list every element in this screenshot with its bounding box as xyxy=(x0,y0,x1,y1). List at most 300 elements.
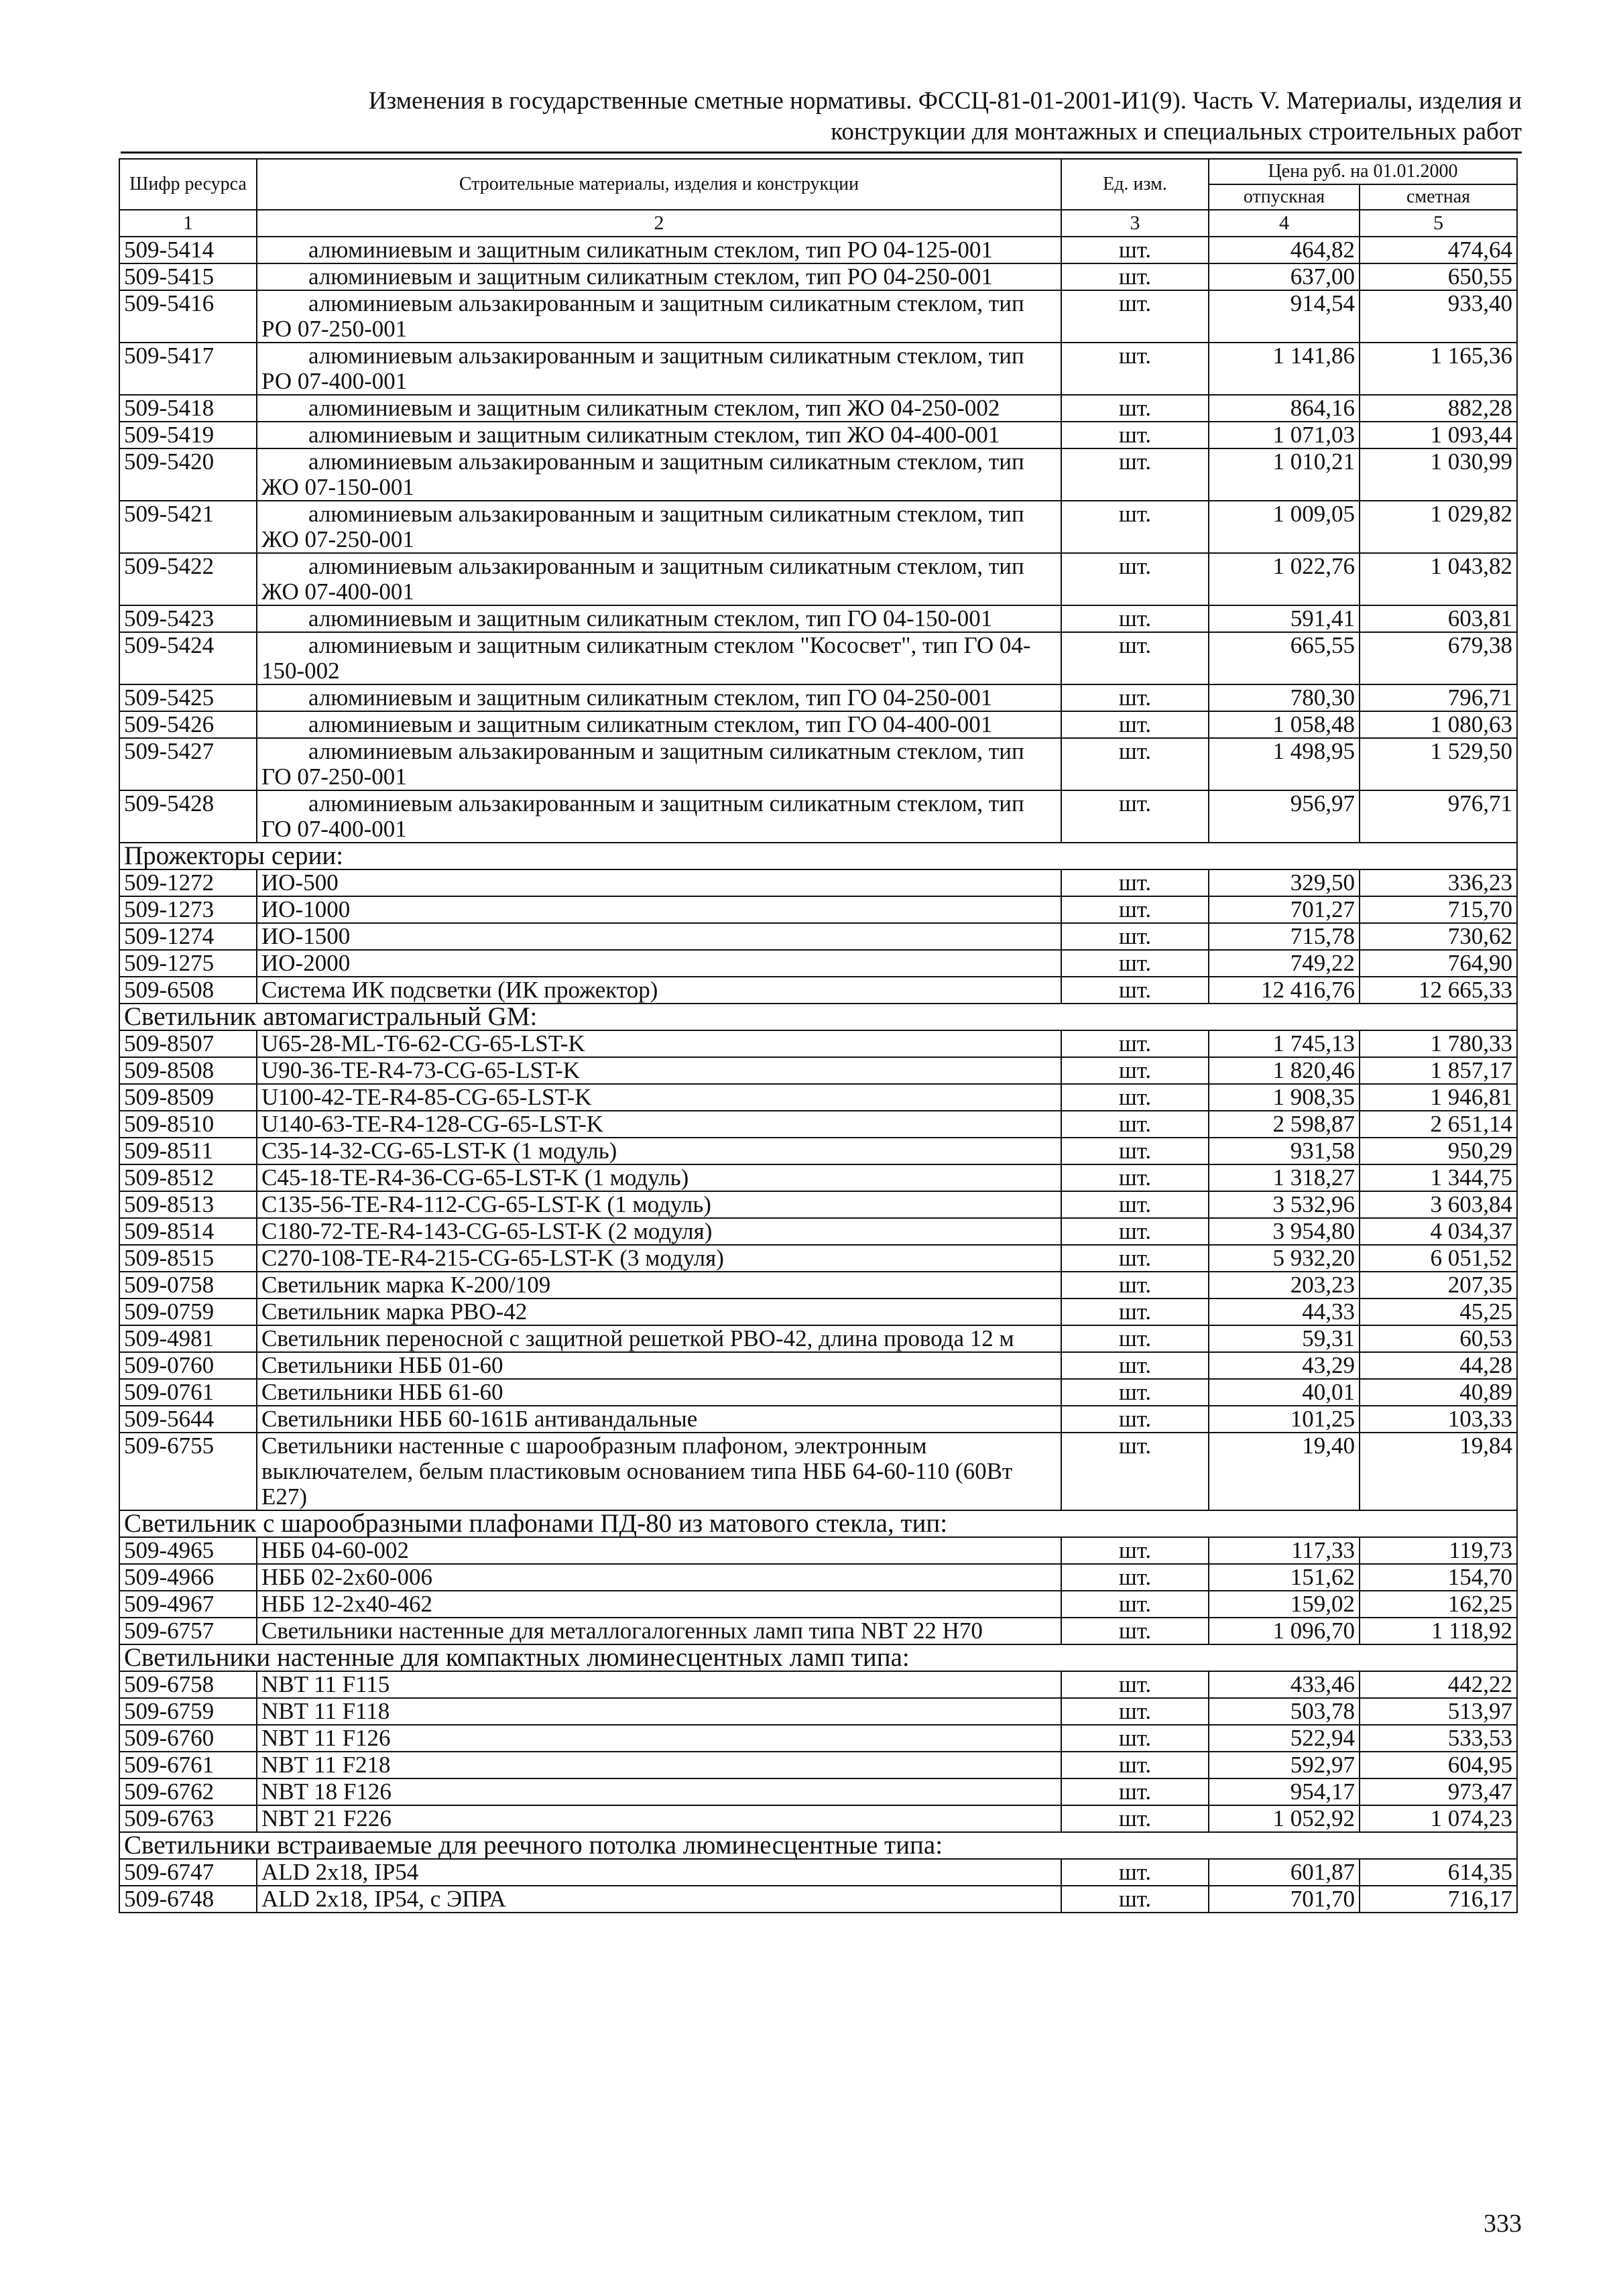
estimate-price: 764,90 xyxy=(1360,950,1517,977)
section-row xyxy=(119,1644,1517,1671)
resource-code: 509-6508 xyxy=(119,977,257,1004)
unit-cell: шт. xyxy=(1061,1057,1209,1084)
item-name: Светильник переносной с защитной решеткой РВО-42, длина провода 12 м xyxy=(257,1325,1061,1352)
estimate-price: 336,23 xyxy=(1360,869,1517,896)
item-name: алюминиевым альзакированным и защитным силикатным стеклом, тип РО 07-400-001 xyxy=(257,343,1061,395)
resource-code: 509-5427 xyxy=(119,738,257,790)
section-title: Светильники встраиваемые для реечного потолка люминесцентные типа: xyxy=(119,1832,1517,1859)
release-price: 1 141,86 xyxy=(1209,343,1360,395)
release-price: 749,22 xyxy=(1209,950,1360,977)
table-row xyxy=(119,790,1517,843)
resource-code: 509-8510 xyxy=(119,1111,257,1138)
item-name: алюминиевым и защитным силикатным стеклом, тип ГО 04-250-001 xyxy=(257,684,1061,711)
section-row xyxy=(119,1004,1517,1030)
release-price: 1 096,70 xyxy=(1209,1618,1360,1644)
col-number: 3 xyxy=(1061,210,1209,237)
item-name: NBT 18 F126 xyxy=(257,1778,1061,1805)
estimate-price: 1 118,92 xyxy=(1360,1618,1517,1644)
release-price: 1 052,92 xyxy=(1209,1805,1360,1832)
resource-code: 509-5426 xyxy=(119,711,257,738)
unit-cell: шт. xyxy=(1061,896,1209,923)
release-price: 1 745,13 xyxy=(1209,1030,1360,1057)
table-row xyxy=(119,896,1517,923)
table-row xyxy=(119,605,1517,632)
resource-code: 509-5420 xyxy=(119,448,257,501)
unit-cell: шт. xyxy=(1061,1805,1209,1832)
estimate-price: 103,33 xyxy=(1360,1406,1517,1433)
unit-cell: шт. xyxy=(1061,711,1209,738)
item-name: Светильники НББ 01-60 xyxy=(257,1352,1061,1379)
item-name: U90-36-TE-R4-73-CG-65-LST-K xyxy=(257,1057,1061,1084)
item-name: Светильники настенные для металлогалогенных ламп типа NBT 22 H70 xyxy=(257,1618,1061,1644)
table-row xyxy=(119,1752,1517,1778)
resource-code: 509-5423 xyxy=(119,605,257,632)
estimate-price: 474,64 xyxy=(1360,237,1517,263)
unit-cell: шт. xyxy=(1061,553,1209,605)
release-price: 117,33 xyxy=(1209,1537,1360,1564)
unit-cell: шт. xyxy=(1061,1406,1209,1433)
unit-cell: шт. xyxy=(1061,869,1209,896)
item-name: U100-42-TE-R4-85-CG-65-LST-K xyxy=(257,1084,1061,1111)
unit-cell: шт. xyxy=(1061,1111,1209,1138)
unit-cell: шт. xyxy=(1061,1245,1209,1272)
item-name: C270-108-TE-R4-215-CG-65-LST-K (3 модуля) xyxy=(257,1245,1061,1272)
resource-code: 509-5425 xyxy=(119,684,257,711)
table-row xyxy=(119,1111,1517,1138)
item-name: алюминиевым альзакированным и защитным силикатным стеклом, тип РО 07-250-001 xyxy=(257,290,1061,343)
unit-cell: шт. xyxy=(1061,1084,1209,1111)
estimate-price: 44,28 xyxy=(1360,1352,1517,1379)
table-row xyxy=(119,1030,1517,1057)
release-price: 601,87 xyxy=(1209,1859,1360,1886)
resource-code: 509-6760 xyxy=(119,1725,257,1752)
estimate-price: 796,71 xyxy=(1360,684,1517,711)
table-row xyxy=(119,290,1517,343)
resource-code: 509-4966 xyxy=(119,1564,257,1591)
estimate-price: 650,55 xyxy=(1360,263,1517,290)
unit-cell: шт. xyxy=(1061,290,1209,343)
release-price: 665,55 xyxy=(1209,632,1360,684)
table-row xyxy=(119,1272,1517,1298)
release-price: 956,97 xyxy=(1209,790,1360,843)
item-name: Система ИК подсветки (ИК прожектор) xyxy=(257,977,1061,1004)
estimate-price: 976,71 xyxy=(1360,790,1517,843)
release-price: 591,41 xyxy=(1209,605,1360,632)
price-table xyxy=(119,158,1518,1913)
estimate-price: 679,38 xyxy=(1360,632,1517,684)
resource-code: 509-5644 xyxy=(119,1406,257,1433)
resource-code: 509-1273 xyxy=(119,896,257,923)
unit-cell: шт. xyxy=(1061,501,1209,553)
resource-code: 509-5424 xyxy=(119,632,257,684)
resource-code: 509-6755 xyxy=(119,1433,257,1510)
resource-code: 509-0760 xyxy=(119,1352,257,1379)
resource-code: 509-1274 xyxy=(119,923,257,950)
unit-cell: шт. xyxy=(1061,1698,1209,1725)
unit-cell: шт. xyxy=(1061,790,1209,843)
unit-cell: шт. xyxy=(1061,605,1209,632)
item-name: алюминиевым альзакированным и защитным силикатным стеклом, тип ЖО 07-400-001 xyxy=(257,553,1061,605)
resource-code: 509-5422 xyxy=(119,553,257,605)
release-price: 43,29 xyxy=(1209,1352,1360,1379)
table-row xyxy=(119,553,1517,605)
resource-code: 509-1272 xyxy=(119,869,257,896)
release-price: 701,70 xyxy=(1209,1886,1360,1913)
header-rule xyxy=(121,152,1522,154)
unit-cell: шт. xyxy=(1061,1433,1209,1510)
item-name: U65-28-ML-T6-62-CG-65-LST-K xyxy=(257,1030,1061,1057)
release-price: 2 598,87 xyxy=(1209,1111,1360,1138)
unit-cell: шт. xyxy=(1061,923,1209,950)
table-row xyxy=(119,1859,1517,1886)
section-row xyxy=(119,1832,1517,1859)
col-number: 5 xyxy=(1360,210,1517,237)
unit-cell: шт. xyxy=(1061,1778,1209,1805)
resource-code: 509-8515 xyxy=(119,1245,257,1272)
table-row xyxy=(119,1618,1517,1644)
item-name: C35-14-32-CG-65-LST-K (1 модуль) xyxy=(257,1138,1061,1164)
release-price: 592,97 xyxy=(1209,1752,1360,1778)
unit-cell: шт. xyxy=(1061,1379,1209,1406)
resource-code: 509-0759 xyxy=(119,1298,257,1325)
resource-code: 509-6761 xyxy=(119,1752,257,1778)
estimate-price: 604,95 xyxy=(1360,1752,1517,1778)
item-name: Светильники НББ 61-60 xyxy=(257,1379,1061,1406)
estimate-price: 60,53 xyxy=(1360,1325,1517,1352)
item-name: ИО-1000 xyxy=(257,896,1061,923)
unit-cell: шт. xyxy=(1061,632,1209,684)
resource-code: 509-6747 xyxy=(119,1859,257,1886)
release-price: 19,40 xyxy=(1209,1433,1360,1510)
release-price: 1 022,76 xyxy=(1209,553,1360,605)
resource-code: 509-6762 xyxy=(119,1778,257,1805)
table-row xyxy=(119,1325,1517,1352)
col-unit-header: Ед. изм. xyxy=(1061,159,1209,210)
table-row xyxy=(119,448,1517,501)
table-row xyxy=(119,684,1517,711)
table-row xyxy=(119,1778,1517,1805)
estimate-price: 1 780,33 xyxy=(1360,1030,1517,1057)
estimate-price: 882,28 xyxy=(1360,395,1517,422)
resource-code: 509-1275 xyxy=(119,950,257,977)
col-number: 4 xyxy=(1209,210,1360,237)
table-row xyxy=(119,977,1517,1004)
unit-cell: шт. xyxy=(1061,1191,1209,1218)
resource-code: 509-6759 xyxy=(119,1698,257,1725)
release-price: 203,23 xyxy=(1209,1272,1360,1298)
estimate-price: 1 165,36 xyxy=(1360,343,1517,395)
table-row xyxy=(119,1245,1517,1272)
unit-cell: шт. xyxy=(1061,1164,1209,1191)
item-name: ИО-500 xyxy=(257,869,1061,896)
item-name: алюминиевым и защитным силикатным стеклом, тип ЖО 04-400-001 xyxy=(257,422,1061,448)
table-row xyxy=(119,1886,1517,1913)
release-price: 464,82 xyxy=(1209,237,1360,263)
resource-code: 509-0761 xyxy=(119,1379,257,1406)
estimate-price: 1 043,82 xyxy=(1360,553,1517,605)
item-name: алюминиевым и защитным силикатным стеклом, тип РО 04-250-001 xyxy=(257,263,1061,290)
release-price: 1 908,35 xyxy=(1209,1084,1360,1111)
header-line-2: конструкции для монтажных и специальных строительных работ xyxy=(831,118,1522,145)
resource-code: 509-6763 xyxy=(119,1805,257,1832)
item-name: алюминиевым альзакированным и защитным силикатным стеклом, тип ГО 07-400-001 xyxy=(257,790,1061,843)
item-name: НББ 04-60-002 xyxy=(257,1537,1061,1564)
release-price: 40,01 xyxy=(1209,1379,1360,1406)
table-row xyxy=(119,1805,1517,1832)
estimate-price: 40,89 xyxy=(1360,1379,1517,1406)
unit-cell: шт. xyxy=(1061,1218,1209,1245)
table-body xyxy=(119,237,1517,1913)
table-row xyxy=(119,869,1517,896)
item-name: NBT 11 F118 xyxy=(257,1698,1061,1725)
table-row xyxy=(119,711,1517,738)
estimate-price: 1 080,63 xyxy=(1360,711,1517,738)
estimate-price: 1 074,23 xyxy=(1360,1805,1517,1832)
estimate-price: 1 529,50 xyxy=(1360,738,1517,790)
release-price: 780,30 xyxy=(1209,684,1360,711)
resource-code: 509-4967 xyxy=(119,1591,257,1618)
table-row xyxy=(119,1138,1517,1164)
page-header xyxy=(121,86,1522,147)
release-price: 59,31 xyxy=(1209,1325,1360,1352)
release-price: 3 532,96 xyxy=(1209,1191,1360,1218)
release-price: 3 954,80 xyxy=(1209,1218,1360,1245)
table-header xyxy=(119,159,1517,237)
resource-code: 509-5414 xyxy=(119,237,257,263)
release-price: 44,33 xyxy=(1209,1298,1360,1325)
estimate-price: 45,25 xyxy=(1360,1298,1517,1325)
estimate-price: 513,97 xyxy=(1360,1698,1517,1725)
col-estimate-price-header: сметная xyxy=(1360,184,1517,210)
unit-cell: шт. xyxy=(1061,1138,1209,1164)
unit-cell: шт. xyxy=(1061,237,1209,263)
table-row xyxy=(119,1537,1517,1564)
item-name: Светильник марка К-200/109 xyxy=(257,1272,1061,1298)
table-row xyxy=(119,422,1517,448)
item-name: C45-18-TE-R4-36-CG-65-LST-K (1 модуль) xyxy=(257,1164,1061,1191)
release-price: 1 010,21 xyxy=(1209,448,1360,501)
release-price: 1 498,95 xyxy=(1209,738,1360,790)
table-row xyxy=(119,1698,1517,1725)
unit-cell: шт. xyxy=(1061,1352,1209,1379)
col-price-group-header: Цена руб. на 01.01.2000 xyxy=(1209,159,1517,184)
resource-code: 509-5417 xyxy=(119,343,257,395)
release-price: 1 009,05 xyxy=(1209,501,1360,553)
table-row xyxy=(119,501,1517,553)
item-name: Светильник марка РВО-42 xyxy=(257,1298,1061,1325)
estimate-price: 730,62 xyxy=(1360,923,1517,950)
unit-cell: шт. xyxy=(1061,395,1209,422)
resource-code: 509-5415 xyxy=(119,263,257,290)
table-row xyxy=(119,1433,1517,1510)
release-price: 954,17 xyxy=(1209,1778,1360,1805)
estimate-price: 614,35 xyxy=(1360,1859,1517,1886)
estimate-price: 442,22 xyxy=(1360,1671,1517,1698)
resource-code: 509-4965 xyxy=(119,1537,257,1564)
release-price: 329,50 xyxy=(1209,869,1360,896)
item-name: NBT 21 F226 xyxy=(257,1805,1061,1832)
estimate-price: 950,29 xyxy=(1360,1138,1517,1164)
estimate-price: 119,73 xyxy=(1360,1537,1517,1564)
release-price: 931,58 xyxy=(1209,1138,1360,1164)
unit-cell: шт. xyxy=(1061,1886,1209,1913)
resource-code: 509-8507 xyxy=(119,1030,257,1057)
item-name: C135-56-TE-R4-112-CG-65-LST-K (1 модуль) xyxy=(257,1191,1061,1218)
item-name: алюминиевым альзакированным и защитным силикатным стеклом, тип ЖО 07-250-001 xyxy=(257,501,1061,553)
table-row xyxy=(119,1725,1517,1752)
table-row xyxy=(119,1406,1517,1433)
release-price: 864,16 xyxy=(1209,395,1360,422)
table-row xyxy=(119,343,1517,395)
resource-code: 509-8512 xyxy=(119,1164,257,1191)
estimate-price: 533,53 xyxy=(1360,1725,1517,1752)
estimate-price: 207,35 xyxy=(1360,1272,1517,1298)
table-row xyxy=(119,1564,1517,1591)
item-name: NBT 11 F115 xyxy=(257,1671,1061,1698)
table-row xyxy=(119,237,1517,263)
unit-cell: шт. xyxy=(1061,1725,1209,1752)
item-name: Светильники настенные с шарообразным плафоном, электронным выключателем, белым пластиковым основанием типа НББ 64-60-110 (60Вт Е27) xyxy=(257,1433,1061,1510)
release-price: 701,27 xyxy=(1209,896,1360,923)
release-price: 5 932,20 xyxy=(1209,1245,1360,1272)
section-title: Прожекторы серии: xyxy=(119,843,1517,869)
table-row xyxy=(119,1352,1517,1379)
resource-code: 509-6748 xyxy=(119,1886,257,1913)
header-line-1: Изменения в государственные сметные нормативы. ФССЦ-81-01-2001-И1(9). Часть V. Материалы, изделия и xyxy=(368,87,1522,115)
item-name: U140-63-TE-R4-128-CG-65-LST-K xyxy=(257,1111,1061,1138)
table-row xyxy=(119,1164,1517,1191)
release-price: 1 071,03 xyxy=(1209,422,1360,448)
item-name: NBT 11 F218 xyxy=(257,1752,1061,1778)
table-row xyxy=(119,1671,1517,1698)
section-title: Светильник с шарообразными плафонами ПД-80 из матового стекла, тип: xyxy=(119,1510,1517,1537)
estimate-price: 162,25 xyxy=(1360,1591,1517,1618)
resource-code: 509-5416 xyxy=(119,290,257,343)
unit-cell: шт. xyxy=(1061,738,1209,790)
item-name: ALD 2x18, IP54, с ЭПРА xyxy=(257,1886,1061,1913)
estimate-price: 12 665,33 xyxy=(1360,977,1517,1004)
estimate-price: 6 051,52 xyxy=(1360,1245,1517,1272)
resource-code: 509-6758 xyxy=(119,1671,257,1698)
section-row xyxy=(119,1510,1517,1537)
estimate-price: 154,70 xyxy=(1360,1564,1517,1591)
table-row xyxy=(119,1191,1517,1218)
estimate-price: 715,70 xyxy=(1360,896,1517,923)
resource-code: 509-8509 xyxy=(119,1084,257,1111)
item-name: алюминиевым и защитным силикатным стеклом, тип РО 04-125-001 xyxy=(257,237,1061,263)
release-price: 12 416,76 xyxy=(1209,977,1360,1004)
unit-cell: шт. xyxy=(1061,1298,1209,1325)
release-price: 1 058,48 xyxy=(1209,711,1360,738)
resource-code: 509-6757 xyxy=(119,1618,257,1644)
release-price: 637,00 xyxy=(1209,263,1360,290)
table-row xyxy=(119,395,1517,422)
release-price: 151,62 xyxy=(1209,1564,1360,1591)
release-price: 101,25 xyxy=(1209,1406,1360,1433)
item-name: алюминиевым и защитным силикатным стеклом "Кососвет", тип ГО 04-150-002 xyxy=(257,632,1061,684)
unit-cell: шт. xyxy=(1061,1859,1209,1886)
item-name: Светильники НББ 60-161Б антивандальные xyxy=(257,1406,1061,1433)
section-row xyxy=(119,843,1517,869)
unit-cell: шт. xyxy=(1061,263,1209,290)
resource-code: 509-5418 xyxy=(119,395,257,422)
item-name: NBT 11 F126 xyxy=(257,1725,1061,1752)
resource-code: 509-5428 xyxy=(119,790,257,843)
unit-cell: шт. xyxy=(1061,977,1209,1004)
unit-cell: шт. xyxy=(1061,448,1209,501)
table-row xyxy=(119,1084,1517,1111)
estimate-price: 4 034,37 xyxy=(1360,1218,1517,1245)
page-number: 333 xyxy=(1484,2210,1522,2238)
table-row xyxy=(119,738,1517,790)
estimate-price: 1 030,99 xyxy=(1360,448,1517,501)
estimate-price: 933,40 xyxy=(1360,290,1517,343)
col-name-header: Строительные материалы, изделия и конструкции xyxy=(257,159,1061,210)
item-name: алюминиевым и защитным силикатным стеклом, тип ГО 04-150-001 xyxy=(257,605,1061,632)
estimate-price: 1 093,44 xyxy=(1360,422,1517,448)
estimate-price: 1 946,81 xyxy=(1360,1084,1517,1111)
estimate-price: 19,84 xyxy=(1360,1433,1517,1510)
unit-cell: шт. xyxy=(1061,1537,1209,1564)
col-number: 2 xyxy=(257,210,1061,237)
unit-cell: шт. xyxy=(1061,1564,1209,1591)
resource-code: 509-8508 xyxy=(119,1057,257,1084)
unit-cell: шт. xyxy=(1061,1272,1209,1298)
table-row xyxy=(119,1218,1517,1245)
resource-code: 509-0758 xyxy=(119,1272,257,1298)
table-row xyxy=(119,1298,1517,1325)
unit-cell: шт. xyxy=(1061,1618,1209,1644)
estimate-price: 3 603,84 xyxy=(1360,1191,1517,1218)
estimate-price: 716,17 xyxy=(1360,1886,1517,1913)
release-price: 522,94 xyxy=(1209,1725,1360,1752)
table-row xyxy=(119,1379,1517,1406)
resource-code: 509-8514 xyxy=(119,1218,257,1245)
col-release-price-header: отпускная xyxy=(1209,184,1360,210)
resource-code: 509-5421 xyxy=(119,501,257,553)
unit-cell: шт. xyxy=(1061,950,1209,977)
release-price: 503,78 xyxy=(1209,1698,1360,1725)
estimate-price: 1 857,17 xyxy=(1360,1057,1517,1084)
unit-cell: шт. xyxy=(1061,1591,1209,1618)
unit-cell: шт. xyxy=(1061,1671,1209,1698)
table-row xyxy=(119,632,1517,684)
resource-code: 509-8511 xyxy=(119,1138,257,1164)
unit-cell: шт. xyxy=(1061,1325,1209,1352)
item-name: алюминиевым альзакированным и защитным силикатным стеклом, тип ГО 07-250-001 xyxy=(257,738,1061,790)
unit-cell: шт. xyxy=(1061,343,1209,395)
release-price: 1 820,46 xyxy=(1209,1057,1360,1084)
release-price: 1 318,27 xyxy=(1209,1164,1360,1191)
col-code-header: Шифр ресурса xyxy=(119,159,257,210)
table-row xyxy=(119,950,1517,977)
col-number: 1 xyxy=(119,210,257,237)
item-name: НББ 12-2х40-462 xyxy=(257,1591,1061,1618)
estimate-price: 2 651,14 xyxy=(1360,1111,1517,1138)
table-row xyxy=(119,1057,1517,1084)
release-price: 433,46 xyxy=(1209,1671,1360,1698)
unit-cell: шт. xyxy=(1061,1752,1209,1778)
unit-cell: шт. xyxy=(1061,684,1209,711)
unit-cell: шт. xyxy=(1061,1030,1209,1057)
item-name: алюминиевым и защитным силикатным стеклом, тип ГО 04-400-001 xyxy=(257,711,1061,738)
item-name: алюминиевым и защитным силикатным стеклом, тип ЖО 04-250-002 xyxy=(257,395,1061,422)
item-name: ИО-1500 xyxy=(257,923,1061,950)
estimate-price: 973,47 xyxy=(1360,1778,1517,1805)
table-row xyxy=(119,1591,1517,1618)
resource-code: 509-8513 xyxy=(119,1191,257,1218)
resource-code: 509-4981 xyxy=(119,1325,257,1352)
